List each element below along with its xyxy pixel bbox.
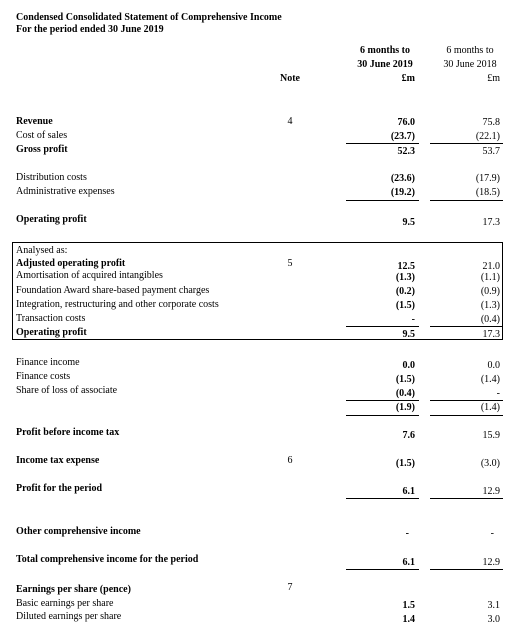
row-value-prior: (0.4) bbox=[480, 314, 500, 325]
prior-period-unit: £m bbox=[487, 73, 500, 84]
row-label: Finance income bbox=[16, 357, 80, 368]
row-label: Transaction costs bbox=[16, 313, 86, 324]
row-value-current: 0.0 bbox=[402, 360, 415, 371]
row-label: Revenue bbox=[16, 116, 53, 127]
row-note: 6 bbox=[287, 455, 293, 466]
row-note: 5 bbox=[287, 258, 293, 269]
row-label: Gross profit bbox=[16, 144, 68, 155]
row-value-prior: 0.0 bbox=[487, 360, 500, 371]
subtotal-rule bbox=[346, 326, 419, 327]
row-value-prior: - bbox=[490, 528, 494, 539]
row-label: Income tax expense bbox=[16, 455, 100, 466]
row-label: Share of loss of associate bbox=[16, 385, 118, 396]
row-label: Diluted earnings per share bbox=[16, 611, 122, 622]
row-label: Profit for the period bbox=[16, 483, 103, 494]
row-value-current: (1.5) bbox=[395, 458, 415, 469]
row-value-current: (0.4) bbox=[395, 388, 415, 399]
row-label: Basic earnings per share bbox=[16, 598, 114, 609]
subtotal-rule bbox=[346, 143, 419, 144]
row-value-current: (1.3) bbox=[395, 272, 415, 283]
subtotal-rule bbox=[430, 200, 503, 201]
row-label: Foundation Award share-based payment charges bbox=[16, 285, 210, 296]
row-value-current: 6.1 bbox=[402, 557, 415, 568]
row-value-prior: 21.0 bbox=[482, 261, 500, 272]
row-value-current: 52.3 bbox=[397, 146, 415, 157]
row-value-prior: (22.1) bbox=[475, 131, 500, 142]
row-value-prior: (1.1) bbox=[480, 272, 500, 283]
row-label: Adjusted operating profit bbox=[16, 258, 126, 269]
row-label: Integration, restructuring and other corporate costs bbox=[16, 299, 219, 310]
row-value-current: - bbox=[411, 314, 415, 325]
row-note: 4 bbox=[287, 116, 293, 127]
row-value-prior: (3.0) bbox=[480, 458, 500, 469]
row-value-prior: 17.3 bbox=[482, 217, 500, 228]
row-note: 7 bbox=[287, 582, 293, 593]
row-value-prior: (18.5) bbox=[475, 187, 500, 198]
page-subtitle: For the period ended 30 June 2019 bbox=[16, 24, 164, 35]
total-rule bbox=[346, 569, 419, 570]
row-label: Earnings per share (pence) bbox=[16, 584, 131, 595]
row-value-current: 9.5 bbox=[402, 329, 415, 340]
current-period-header-line2: 30 June 2019 bbox=[357, 59, 413, 70]
subtotal-rule bbox=[346, 415, 419, 416]
row-value-prior: 12.9 bbox=[482, 486, 500, 497]
row-label: Total comprehensive income for the period bbox=[16, 554, 199, 565]
subtotal-rule bbox=[430, 400, 503, 401]
row-label: Other comprehensive income bbox=[16, 526, 141, 537]
total-rule bbox=[346, 498, 419, 499]
row-value-current: 1.4 bbox=[402, 614, 415, 625]
row-value-current: (19.2) bbox=[390, 187, 415, 198]
row-value-current: 7.6 bbox=[402, 430, 415, 441]
row-label: Finance costs bbox=[16, 371, 71, 382]
prior-period-header-line2: 30 June 2018 bbox=[443, 59, 497, 70]
subtotal-rule bbox=[430, 326, 503, 327]
subtotal-rule bbox=[346, 400, 419, 401]
subtotal-rule bbox=[346, 200, 419, 201]
row-label: Amortisation of acquired intangibles bbox=[16, 270, 163, 281]
row-value-prior: 75.8 bbox=[482, 117, 500, 128]
row-value-current: (23.6) bbox=[390, 173, 415, 184]
row-value-prior: 3.0 bbox=[487, 614, 500, 625]
row-value-prior: - bbox=[496, 388, 500, 399]
row-label: Operating profit bbox=[16, 327, 87, 338]
subtotal-rule bbox=[430, 415, 503, 416]
row-value-prior: (17.9) bbox=[475, 173, 500, 184]
row-value-current: 12.5 bbox=[397, 261, 415, 272]
row-value-current: 1.5 bbox=[402, 600, 415, 611]
row-value-prior: 53.7 bbox=[482, 146, 500, 157]
row-value-prior: (1.4) bbox=[480, 402, 500, 413]
row-value-prior: (1.4) bbox=[480, 374, 500, 385]
row-value-current: (0.2) bbox=[395, 286, 415, 297]
row-value-current: 6.1 bbox=[402, 486, 415, 497]
row-value-prior: (1.3) bbox=[480, 300, 500, 311]
row-label: Administrative expenses bbox=[16, 186, 115, 197]
total-rule bbox=[430, 569, 503, 570]
row-value-prior: 3.1 bbox=[487, 600, 500, 611]
row-value-current: - bbox=[405, 528, 409, 539]
row-value-current: (1.9) bbox=[395, 402, 415, 413]
row-value-prior: (0.9) bbox=[480, 286, 500, 297]
row-value-current: (23.7) bbox=[390, 131, 415, 142]
row-value-current: 9.5 bbox=[402, 217, 415, 228]
row-label: Distribution costs bbox=[16, 172, 87, 183]
row-label: Profit before income tax bbox=[16, 427, 120, 438]
current-period-header-line1: 6 months to bbox=[359, 45, 410, 56]
row-value-prior: 15.9 bbox=[482, 430, 500, 441]
prior-period-header-line1: 6 months to bbox=[446, 45, 494, 56]
row-value-prior: 17.3 bbox=[482, 329, 500, 340]
row-value-prior: 12.9 bbox=[482, 557, 500, 568]
row-value-current: (1.5) bbox=[395, 300, 415, 311]
row-label: Analysed as: bbox=[16, 245, 68, 256]
row-value-current: (1.5) bbox=[395, 374, 415, 385]
page-title: Condensed Consolidated Statement of Comprehensive Income bbox=[16, 12, 282, 23]
current-period-unit: £m bbox=[401, 73, 415, 84]
total-rule bbox=[430, 498, 503, 499]
row-value-current: 76.0 bbox=[397, 117, 415, 128]
row-label: Cost of sales bbox=[16, 130, 68, 141]
row-label: Operating profit bbox=[16, 214, 87, 225]
subtotal-rule bbox=[430, 143, 503, 144]
note-column-header: Note bbox=[280, 73, 300, 84]
